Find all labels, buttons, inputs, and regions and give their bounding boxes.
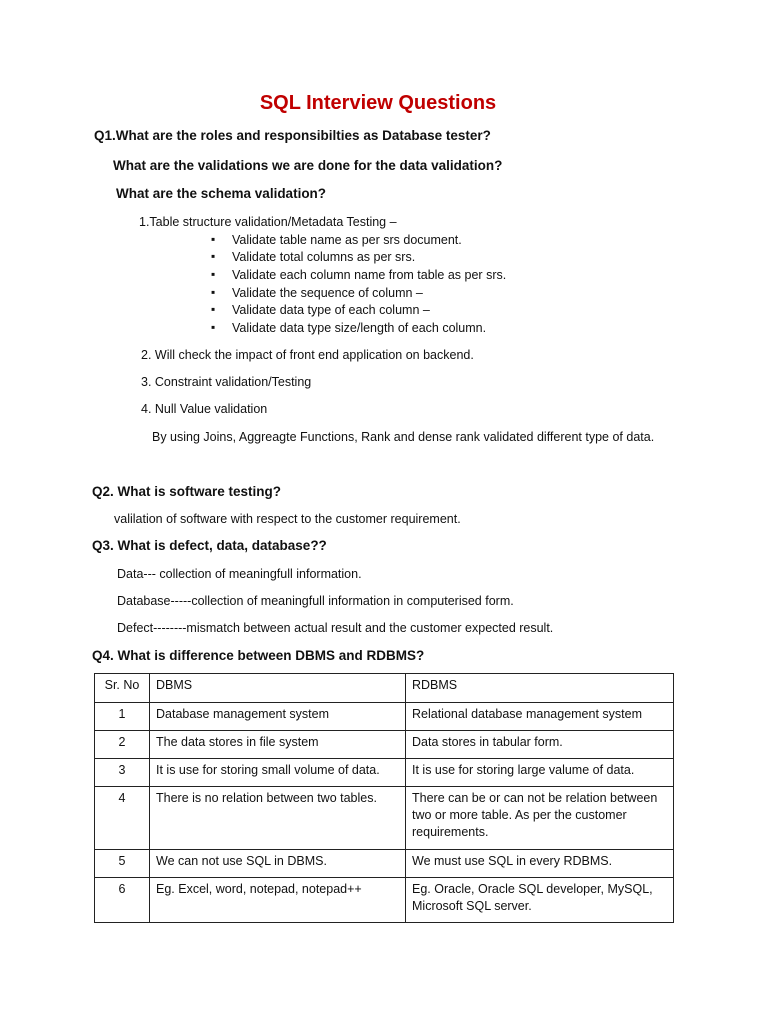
table-header-cell: Sr. No bbox=[95, 674, 150, 703]
table-cell: There is no relation between two tables. bbox=[150, 787, 406, 850]
dbms-rdbms-table bbox=[94, 673, 674, 923]
table-cell: Eg. Excel, word, notepad, notepad++ bbox=[150, 878, 406, 923]
table-cell: 3 bbox=[95, 759, 150, 787]
q3-answer-database: Database-----collection of meaningfull information in computerised form. bbox=[117, 594, 514, 608]
q1-bullet: ▪ Validate table name as per srs document. bbox=[232, 233, 462, 247]
table-row bbox=[95, 850, 674, 878]
q1-subquestion-schema-validation: What are the schema validation? bbox=[116, 186, 327, 201]
q2-answer: valilation of software with respect to the customer requirement. bbox=[114, 512, 461, 526]
q1-bullet: ▪ Validate data type size/length of each column. bbox=[232, 321, 486, 335]
table-cell: 1 bbox=[95, 703, 150, 731]
q1-item-1: 1.Table structure validation/Metadata Testing – bbox=[139, 215, 397, 229]
table-row bbox=[95, 787, 674, 850]
q1-question: Q1.What are the roles and responsibilties as Database tester? bbox=[94, 128, 491, 143]
table-cell: We must use SQL in every RDBMS. bbox=[406, 850, 674, 878]
table-cell: Database management system bbox=[150, 703, 406, 731]
table-cell: There can be or can not be relation between two or more table. As per the customer requirements. bbox=[406, 787, 674, 850]
q1-bullet: ▪ Validate each column name from table as per srs. bbox=[232, 268, 506, 282]
q1-bullet: ▪ Validate the sequence of column – bbox=[232, 286, 423, 300]
table-header-cell: DBMS bbox=[150, 674, 406, 703]
q1-bullet: ▪ Validate data type of each column – bbox=[232, 303, 430, 317]
q4-question: Q4. What is difference between DBMS and RDBMS? bbox=[92, 648, 425, 663]
table-cell: The data stores in file system bbox=[150, 731, 406, 759]
q3-question: Q3. What is defect, data, database?? bbox=[92, 538, 327, 553]
table-cell: It is use for storing small volume of data. bbox=[150, 759, 406, 787]
table-cell: 4 bbox=[95, 787, 150, 850]
q3-answer-data: Data--- collection of meaningfull information. bbox=[117, 567, 362, 581]
table-header-cell: RDBMS bbox=[406, 674, 674, 703]
table-cell: Eg. Oracle, Oracle SQL developer, MySQL, Microsoft SQL server. bbox=[406, 878, 674, 923]
q1-note: By using Joins, Aggreagte Functions, Rank and dense rank validated different type of data. bbox=[152, 430, 655, 444]
table-row bbox=[95, 759, 674, 787]
q3-answer-defect: Defect--------mismatch between actual result and the customer expected result. bbox=[117, 621, 554, 635]
table-cell: 6 bbox=[95, 878, 150, 923]
q1-item-3: 3. Constraint validation/Testing bbox=[141, 375, 312, 389]
q1-bullet: ▪ Validate total columns as per srs. bbox=[232, 250, 415, 264]
q2-question: Q2. What is software testing? bbox=[92, 484, 282, 499]
table-cell: Data stores in tabular form. bbox=[406, 731, 674, 759]
q1-item-2: 2. Will check the impact of front end application on backend. bbox=[141, 348, 474, 362]
table-cell: It is use for storing large valume of data. bbox=[406, 759, 674, 787]
table-cell: Relational database management system bbox=[406, 703, 674, 731]
table-cell: We can not use SQL in DBMS. bbox=[150, 850, 406, 878]
table-row bbox=[95, 878, 674, 923]
q1-item-4: 4. Null Value validation bbox=[141, 402, 268, 416]
table-header-row bbox=[95, 674, 674, 703]
table-cell: 5 bbox=[95, 850, 150, 878]
page-title: SQL Interview Questions bbox=[259, 92, 497, 114]
table-row bbox=[95, 731, 674, 759]
q1-subquestion-data-validation: What are the validations we are done for the data validation? bbox=[113, 158, 503, 173]
table-row bbox=[95, 703, 674, 731]
table-cell: 2 bbox=[95, 731, 150, 759]
